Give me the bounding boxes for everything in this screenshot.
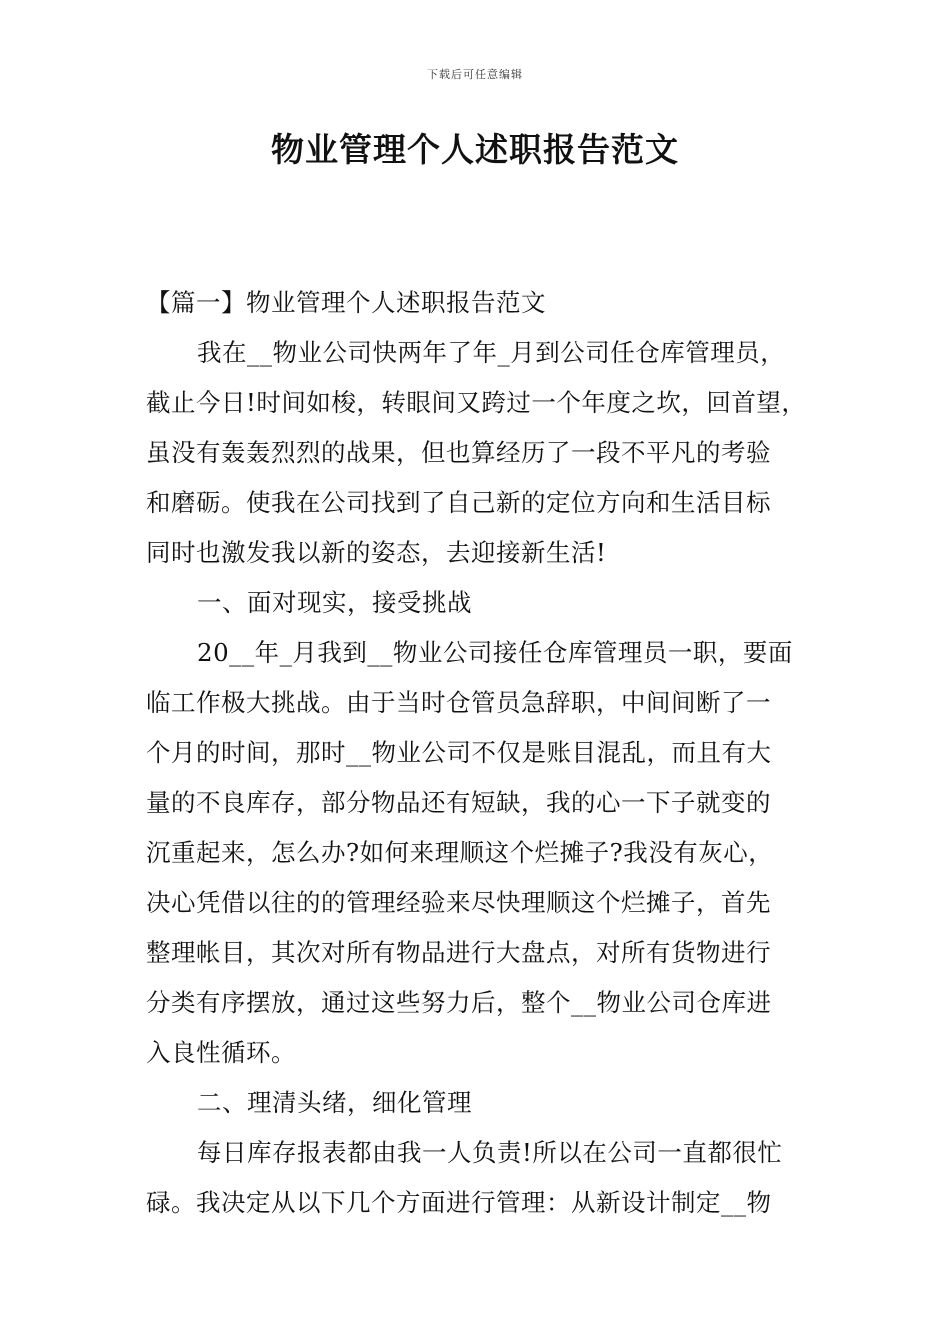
document-title: 物业管理个人述职报告范文 [271,130,679,169]
text-line: 虽没有轰轰烈烈的战果，但也算经历了一段不平凡的考验 [146,438,771,467]
text-line: 二、理清头绪，细化管理 [197,1088,472,1117]
text-line: 整理帐目，其次对所有物品进行大盘点，对所有货物进行 [146,938,771,967]
paragraph-intro [146,328,826,578]
text-line: 截止今日!时间如梭，转眼间又跨过一个年度之坎，回首望， [146,388,807,417]
text-line: 每日库存报表都由我一人负责!所以在公司一直都很忙 [197,1138,783,1167]
subheading-clarify [146,1078,826,1128]
text-line: 20__年_月我到__物业公司接任仓库管理员一职，要面 [197,638,793,667]
subheading-face-reality [146,578,826,628]
text-line: 决心凭借以往的的管理经验来尽快理顺这个烂摊子，首先 [146,888,771,917]
text-line: 我在__物业公司快两年了年_月到公司任仓库管理员， [197,338,786,367]
text-line: 沉重起来，怎么办?如何来理顺这个烂摊子?我没有灰心， [146,838,774,867]
text-line: 个月的时间，那时__物业公司不仅是账目混乱，而且有大 [146,738,772,767]
paragraph-daily-report [146,1128,826,1228]
text-line: 和磨砺。使我在公司找到了自己新的定位方向和生活目标 [146,488,771,517]
text-line: 临工作极大挑战。由于当时仓管员急辞职，中间间断了一 [146,688,771,717]
document-body [146,278,826,1228]
text-line: 入良性循环。 [146,1038,296,1067]
text-line: 一、面对现实，接受挑战 [197,588,472,617]
text-line: 同时也激发我以新的姿态，去迎接新生活! [146,538,607,567]
text-line: 量的不良库存，部分物品还有短缺，我的心一下子就变的 [146,788,771,817]
text-line: 碌。我决定从以下几个方面进行管理：从新设计制定__物 [146,1188,772,1217]
paragraph-take-over [146,628,826,1078]
text-line: 分类有序摆放，通过这些努力后，整个__物业公司仓库进 [146,988,772,1017]
section-heading: 【篇一】物业管理个人述职报告范文 [146,288,546,317]
header-note: 下载后可任意编辑 [427,68,523,81]
